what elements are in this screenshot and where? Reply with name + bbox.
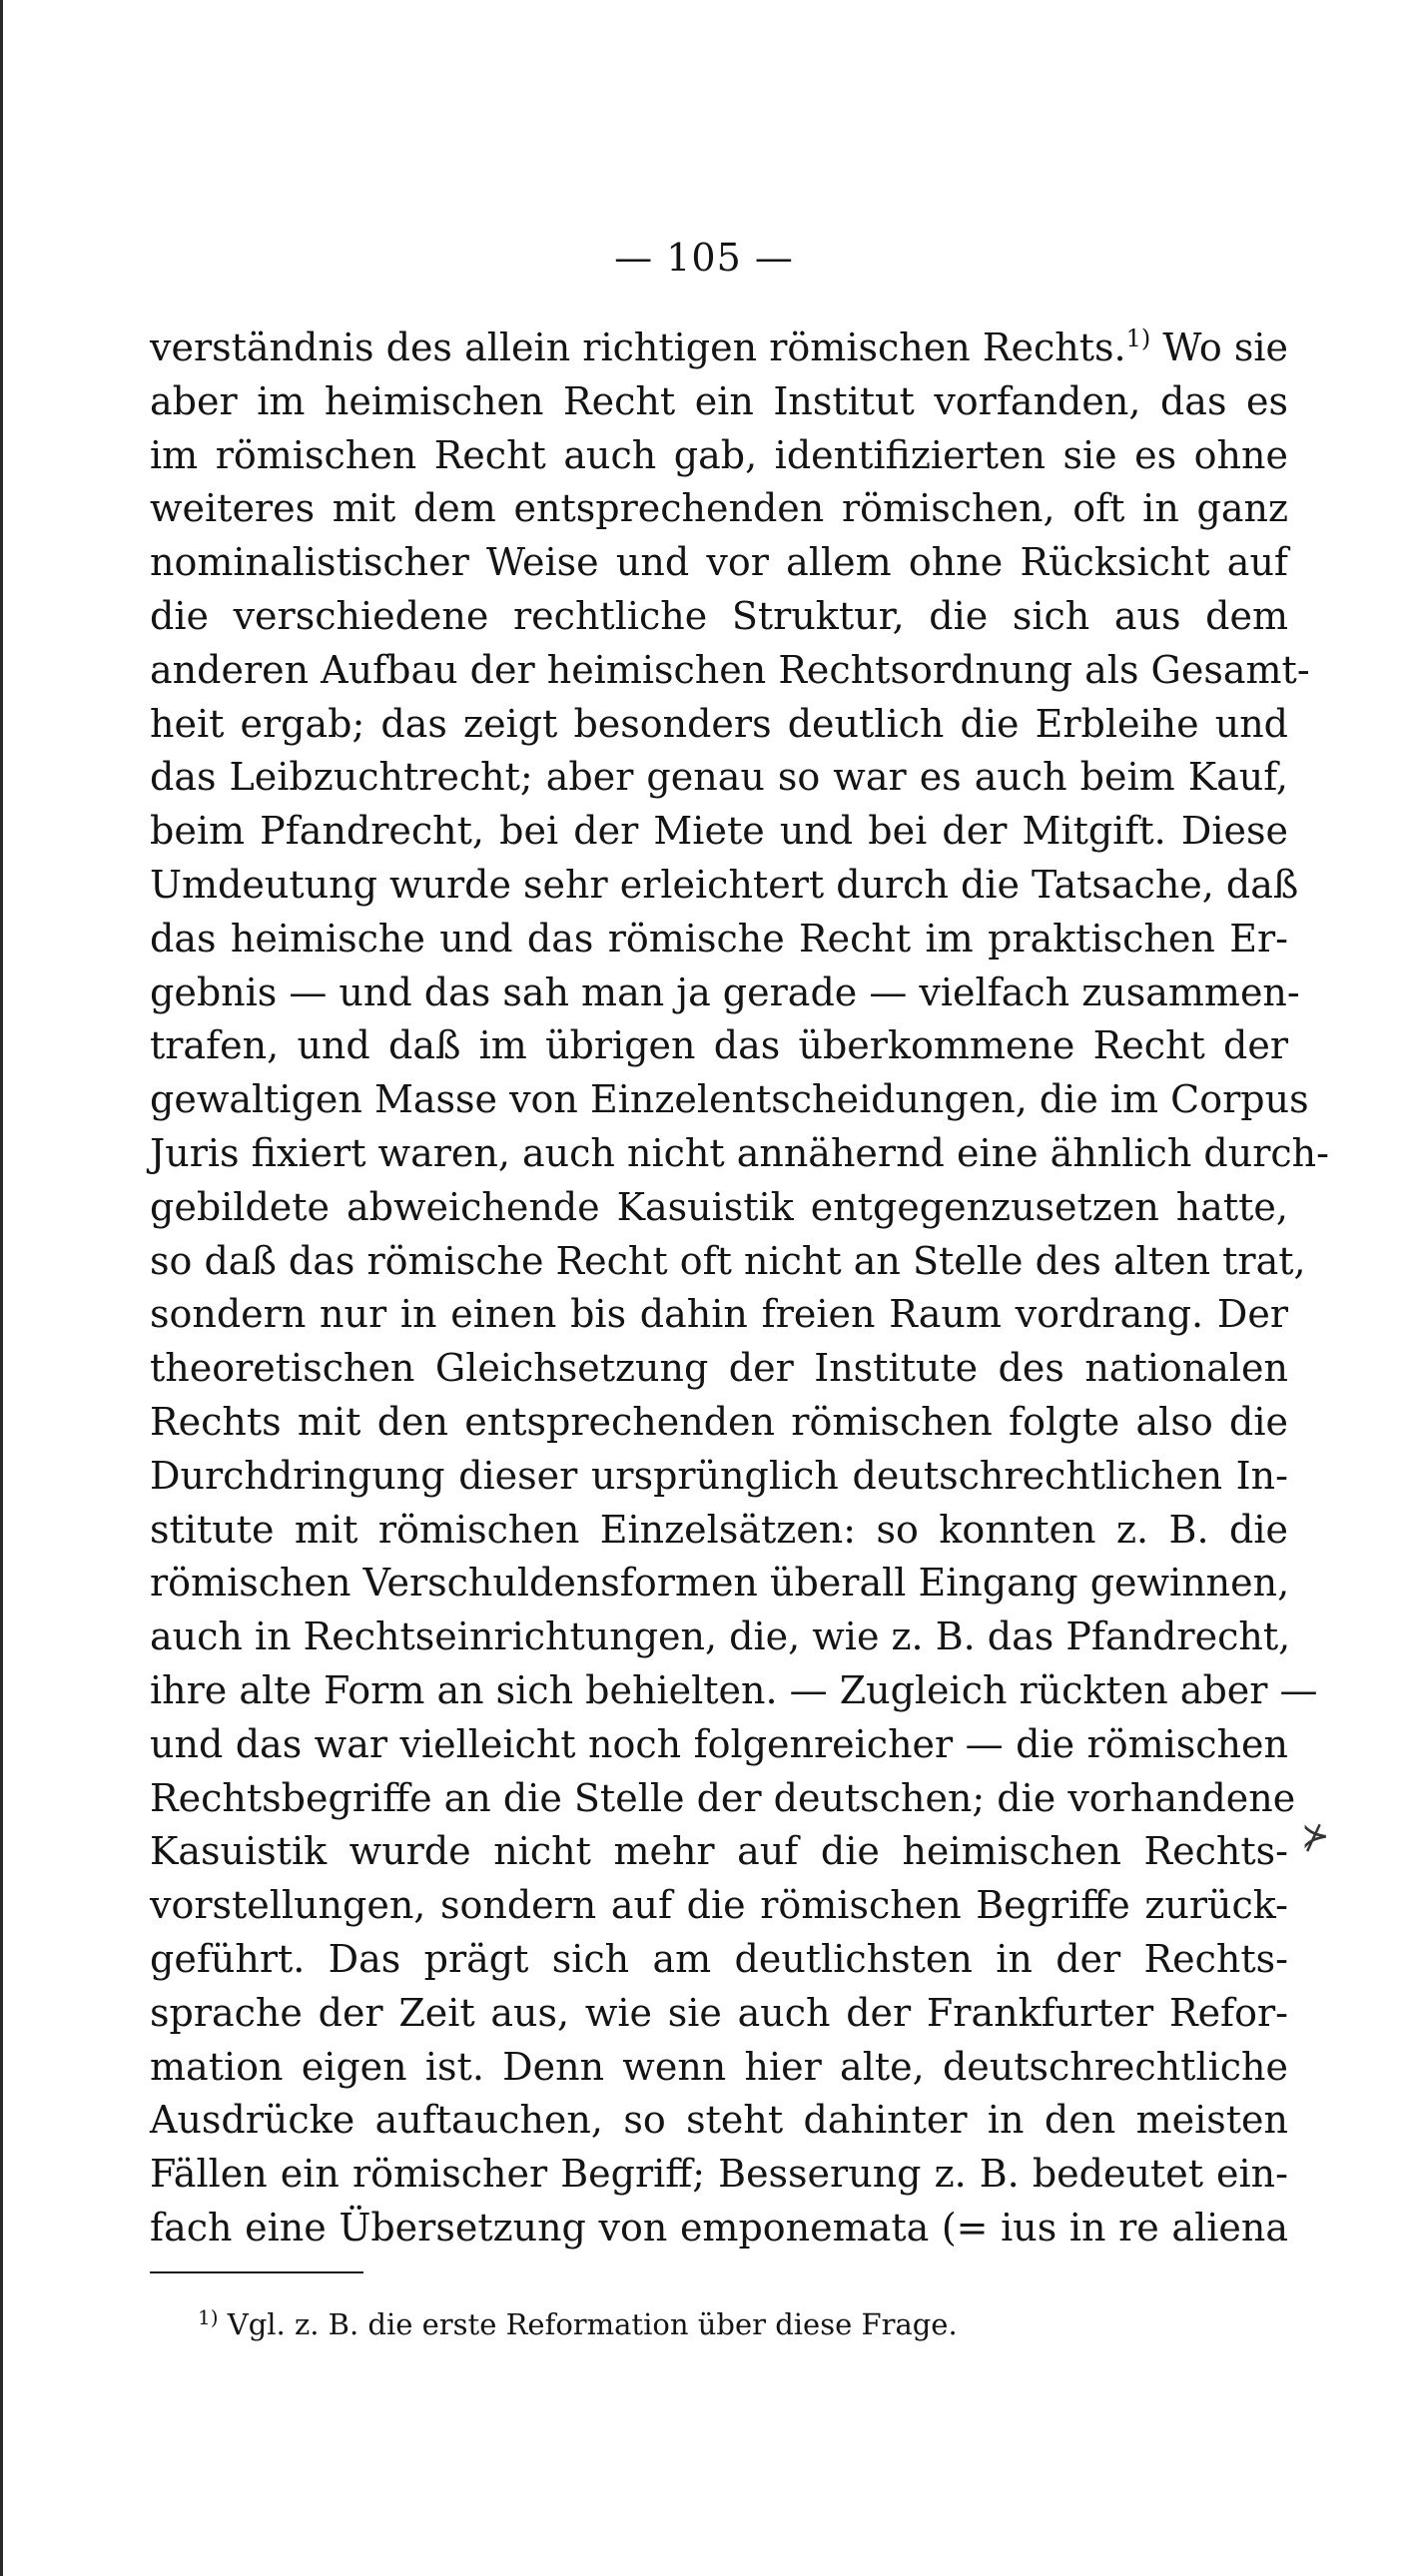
text-line: Rechtsbegriffe an die Stelle der deutschen; die vorhandene [150, 1775, 1296, 1820]
margin-annotation-mark: ⊁ [1301, 1816, 1330, 1856]
text-line: weiteres mit dem entsprechenden römischen, oft in ganz [150, 486, 1288, 531]
text-line: so daß das römische Recht oft nicht an Stelle des alten trat, [150, 1238, 1306, 1283]
text-line: verständnis des allein richtigen römischen Rechts.$^{1)}$ Wo sie [150, 324, 1288, 369]
text-line: nominalistischer Weise und vor allem ohne Rücksicht auf [150, 540, 1288, 585]
body-text [150, 322, 1329, 2255]
text-line: fach eine Übersetzung von emponemata (= ius in re aliena [150, 2205, 1288, 2250]
page-edge [0, 0, 3, 2576]
text-line: Fällen ein römischer Begriff; Besserung z. B. bedeutet ein- [150, 2152, 1288, 2197]
text-line: Rechts mit den entsprechenden römischen folgte also die [150, 1399, 1288, 1444]
text-line: die verschiedene rechtliche Struktur, die sich aus dem [150, 593, 1288, 638]
text-line: heit ergab; das zeigt besonders deutlich die Erbleihe und [150, 701, 1288, 746]
text-line: gebnis — und das sah man ja gerade — vielfach zusammen- [150, 969, 1300, 1014]
text-line: und das war vielleicht noch folgenreicher — die römischen [150, 1721, 1288, 1766]
text-line: römischen Verschuldensformen überall Eingang gewinnen, [150, 1561, 1290, 1606]
text-line: beim Pfandrecht, bei der Miete und bei der Mitgift. Diese [150, 809, 1288, 854]
text-line: Umdeutung wurde sehr erleichtert durch die Tatsache, daß [150, 862, 1299, 907]
text-line: gewaltigen Masse von Einzelentscheidungen, die im Corpus [150, 1077, 1309, 1122]
page-number-header: — 105 — [614, 236, 794, 280]
text-line: gebildete abweichende Kasuistik entgegenzusetzen hatte, [150, 1184, 1288, 1229]
footnote-divider [150, 2271, 363, 2273]
text-line: im römischen Recht auch gab, identifizierten sie es ohne [150, 432, 1288, 477]
text-line: vorstellungen, sondern auf die römischen Begriffe zurück- [150, 1883, 1288, 1928]
text-line: das Leibzuchtrecht; aber genau so war es auch beim Kauf, [150, 755, 1288, 800]
text-line: theoretischen Gleichsetzung der Institute des nationalen [150, 1346, 1288, 1391]
text-line: Juris fixiert waren, auch nicht annähernd eine ähnlich durch- [150, 1130, 1329, 1175]
text-line: stitute mit römischen Einzelsätzen: so konnten z. B. die [150, 1507, 1288, 1552]
text-line: trafen, und daß im übrigen das überkommene Recht der [150, 1023, 1288, 1068]
text-line: auch in Rechtseinrichtungen, die, wie z. B. das Pfandrecht, [150, 1614, 1291, 1659]
footnote-text: Vgl. z. B. die erste Reformation über diese Frage. [218, 2307, 958, 2341]
text-line: Durchdringung dieser ursprünglich deutschrechtlichen In- [150, 1453, 1288, 1498]
text-line: ihre alte Form an sich behielten. — Zugleich rückten aber — [150, 1667, 1318, 1712]
text-line: sondern nur in einen bis dahin freien Raum vordrang. Der [150, 1292, 1288, 1337]
text-line: Kasuistik wurde nicht mehr auf die heimischen Rechts- [150, 1829, 1288, 1874]
text-line: geführt. Das prägt sich am deutlichsten in der Rechts- [150, 1936, 1288, 1981]
footnote-reference: 1) [1125, 324, 1151, 352]
footnote-marker: 1) [198, 2305, 219, 2329]
text-line: anderen Aufbau der heimischen Rechtsordnung als Gesamt- [150, 647, 1310, 692]
text-line: Ausdrücke auftauchen, so steht dahinter in den meisten [150, 2098, 1288, 2143]
text-line: das heimische und das römische Recht im praktischen Er- [150, 916, 1288, 961]
text-line: mation eigen ist. Denn wenn hier alte, deutschrechtliche [150, 2044, 1288, 2089]
text-line: aber im heimischen Recht ein Institut vorfanden, das es [150, 378, 1288, 423]
footnote [198, 2306, 958, 2342]
text-line: sprache der Zeit aus, wie sie auch der Frankfurter Refor- [150, 1990, 1288, 2035]
